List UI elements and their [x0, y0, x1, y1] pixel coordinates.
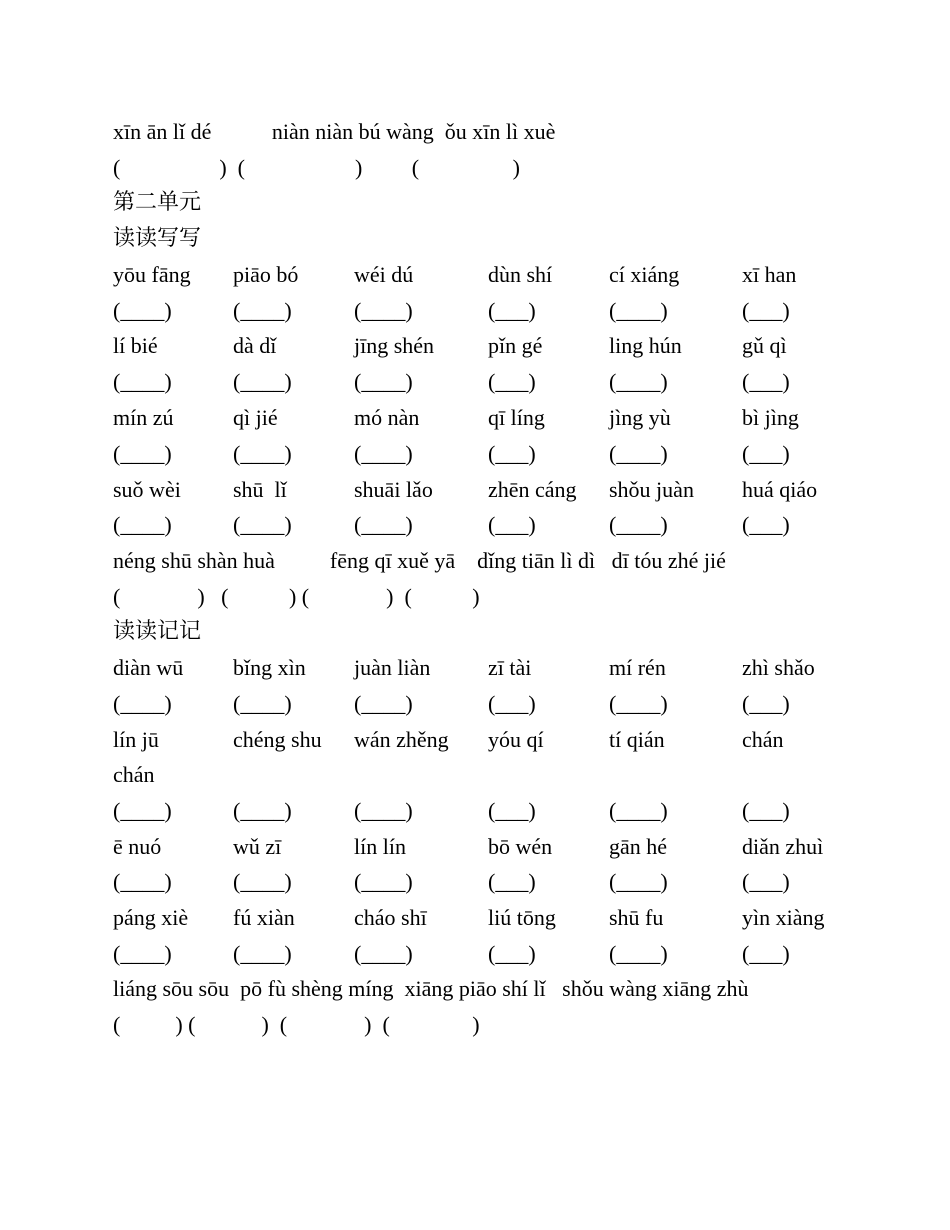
answer-blank[interactable]: (___): [488, 298, 536, 323]
answer-blank[interactable]: (____): [113, 298, 172, 323]
unit-title: 第二单元: [113, 189, 202, 214]
pinyin-word: wéi dú: [354, 262, 414, 287]
pinyin-line: xīn ān lǐ dé niàn niàn bú wàng ǒu xīn lì xuè: [113, 119, 556, 144]
pinyin-word: ē nuó: [113, 834, 162, 859]
answer-blank[interactable]: (____): [609, 512, 668, 537]
pinyin-word: zī tài: [488, 655, 532, 680]
pinyin-word: tí qián: [609, 727, 665, 752]
pinyin-word: shū fu: [609, 905, 664, 930]
pinyin-word: cháo shī: [354, 905, 427, 930]
answer-blank[interactable]: (____): [609, 441, 668, 466]
pinyin-word: suǒ wèi: [113, 477, 181, 502]
answer-blank[interactable]: (____): [233, 512, 292, 537]
pinyin-word: mí rén: [609, 655, 666, 680]
answer-blank[interactable]: (____): [354, 369, 413, 394]
answer-blank[interactable]: (____): [354, 798, 413, 823]
wrapped-pinyin-text: chán: [113, 762, 155, 787]
pinyin-word: yóu qí: [488, 727, 544, 752]
pinyin-word: huá qiáo: [742, 477, 818, 502]
answer-blank[interactable]: (____): [354, 441, 413, 466]
answer-blank[interactable]: (____): [354, 869, 413, 894]
pinyin-word: yōu fāng: [113, 262, 191, 287]
answer-blank[interactable]: (____): [233, 869, 292, 894]
section-heading: 读读写写: [113, 225, 202, 250]
pinyin-word: zhì shǎo: [742, 655, 815, 680]
answer-blank[interactable]: (____): [233, 941, 292, 966]
pinyin-word: dùn shí: [488, 262, 553, 287]
answer-blank[interactable]: (___): [742, 441, 790, 466]
section-heading: 读读记记: [113, 618, 202, 643]
answer-blank[interactable]: (___): [742, 298, 790, 323]
pinyin-word: jīng shén: [354, 333, 435, 358]
answer-blank[interactable]: (___): [488, 691, 536, 716]
pinyin-word: juàn liàn: [354, 655, 431, 680]
pinyin-word: chéng shu: [233, 727, 322, 752]
answer-blank[interactable]: (____): [354, 512, 413, 537]
answer-blank[interactable]: (____): [113, 941, 172, 966]
pinyin-word: shuāi lǎo: [354, 477, 433, 502]
idiom-pinyin-line: néng shū shàn huà fēng qī xuě yā dǐng tiān lì dì dī tóu zhé jié: [113, 548, 726, 573]
pinyin-word: gǔ qì: [742, 333, 787, 358]
pinyin-word: qì jié: [233, 405, 278, 430]
pinyin-word: chán: [742, 727, 784, 752]
pinyin-word: wán zhěng: [354, 727, 449, 752]
answer-blank[interactable]: (____): [113, 869, 172, 894]
answer-blank[interactable]: (____): [113, 512, 172, 537]
answer-blank[interactable]: (___): [488, 512, 536, 537]
answer-blank[interactable]: (____): [609, 298, 668, 323]
pinyin-word: jìng yù: [609, 405, 671, 430]
pinyin-word: liú tōng: [488, 905, 556, 930]
pinyin-word: bō wén: [488, 834, 553, 859]
idiom-answer-blank-line: ( ) ( ) ( ) ( ): [113, 1012, 480, 1037]
answer-blank[interactable]: (____): [233, 798, 292, 823]
answer-blank[interactable]: (____): [113, 369, 172, 394]
pinyin-word: piāo bó: [233, 262, 299, 287]
pinyin-word: lín lín: [354, 834, 406, 859]
answer-blank[interactable]: (____): [609, 941, 668, 966]
pinyin-word: lí bié: [113, 333, 158, 358]
answer-blank[interactable]: (____): [113, 691, 172, 716]
pinyin-word: fú xiàn: [233, 905, 295, 930]
pinyin-word: diàn wū: [113, 655, 184, 680]
answer-blank[interactable]: (___): [742, 869, 790, 894]
answer-blank[interactable]: (___): [742, 941, 790, 966]
answer-blank[interactable]: (___): [742, 369, 790, 394]
pinyin-word: dà dǐ: [233, 333, 277, 358]
answer-blank-line: ( ) ( ) ( ): [113, 155, 520, 180]
answer-blank[interactable]: (___): [742, 798, 790, 823]
answer-blank[interactable]: (____): [609, 691, 668, 716]
idiom-pinyin-line: liáng sōu sōu pō fù shèng míng xiāng piāo shí lǐ shǒu wàng xiāng zhù: [113, 976, 749, 1001]
answer-blank[interactable]: (___): [488, 798, 536, 823]
answer-blank[interactable]: (____): [354, 941, 413, 966]
answer-blank[interactable]: (___): [488, 941, 536, 966]
pinyin-word: lín jū: [113, 727, 159, 752]
answer-blank[interactable]: (____): [609, 369, 668, 394]
answer-blank[interactable]: (____): [113, 441, 172, 466]
answer-blank[interactable]: (___): [488, 369, 536, 394]
pinyin-word: shǒu juàn: [609, 477, 694, 502]
pinyin-word: páng xiè: [113, 905, 189, 930]
answer-blank[interactable]: (____): [233, 298, 292, 323]
answer-blank[interactable]: (___): [742, 691, 790, 716]
answer-blank[interactable]: (___): [742, 512, 790, 537]
pinyin-word: bì jìng: [742, 405, 799, 430]
pinyin-word: yìn xiàng: [742, 905, 825, 930]
pinyin-word: gān hé: [609, 834, 668, 859]
answer-blank[interactable]: (____): [354, 691, 413, 716]
pinyin-word: qī líng: [488, 405, 545, 430]
answer-blank[interactable]: (____): [354, 298, 413, 323]
pinyin-word: mó nàn: [354, 405, 420, 430]
pinyin-word: mín zú: [113, 405, 174, 430]
pinyin-word: bǐng xìn: [233, 655, 306, 680]
answer-blank[interactable]: (____): [233, 369, 292, 394]
pinyin-word: xī han: [742, 262, 797, 287]
answer-blank[interactable]: (____): [233, 441, 292, 466]
answer-blank[interactable]: (____): [609, 798, 668, 823]
pinyin-word: cí xiáng: [609, 262, 680, 287]
answer-blank[interactable]: (____): [113, 798, 172, 823]
pinyin-word: wǔ zī: [233, 834, 282, 859]
pinyin-word: shū lǐ: [233, 477, 287, 502]
pinyin-word: ling hún: [609, 333, 682, 358]
pinyin-word: zhēn cáng: [488, 477, 577, 502]
answer-blank[interactable]: (___): [488, 441, 536, 466]
answer-blank[interactable]: (____): [233, 691, 292, 716]
pinyin-word: diǎn zhuì: [742, 834, 824, 859]
idiom-answer-blank-line: ( ) ( ) ( ) ( ): [113, 584, 480, 609]
pinyin-word: pǐn gé: [488, 333, 543, 358]
answer-blank[interactable]: (____): [609, 869, 668, 894]
answer-blank[interactable]: (___): [488, 869, 536, 894]
